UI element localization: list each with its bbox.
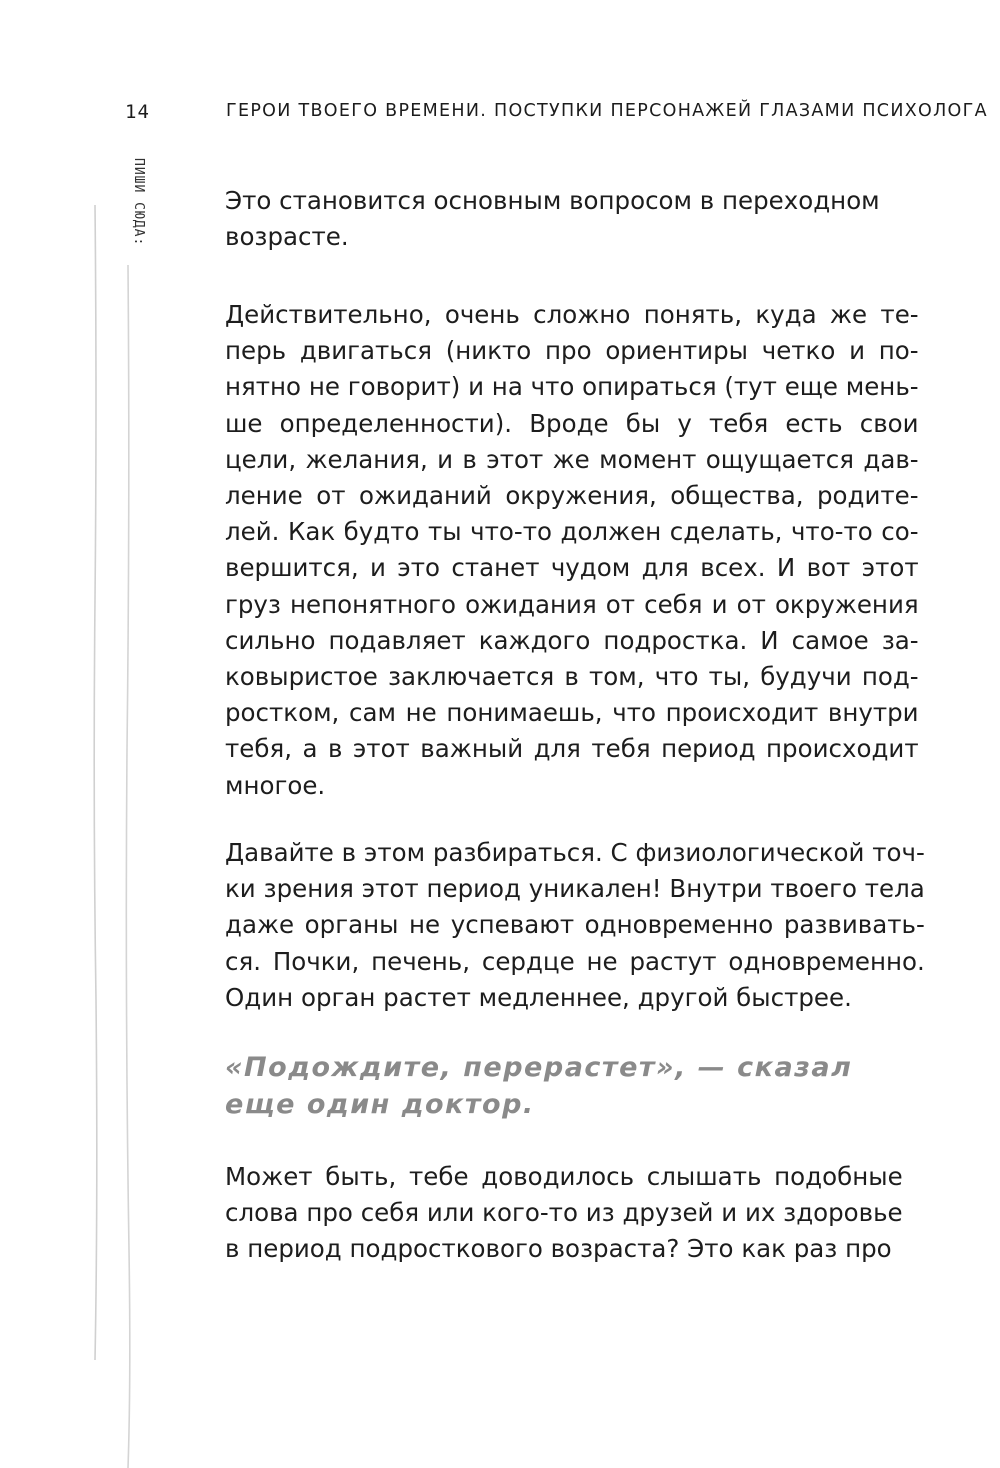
text-line: в период подросткового возраста? Это как раз про	[225, 1234, 892, 1264]
text-line: перь двигаться (никто про ориентиры четко и по-	[225, 336, 919, 366]
text-line: тебя, а в этот важный для тебя период происходит	[225, 734, 919, 764]
running-head: ГЕРОИ ТВОЕГО ВРЕМЕНИ. ПОСТУПКИ ПЕРСОНАЖЕЙ ГЛАЗАМИ ПСИХОЛОГА	[226, 101, 988, 121]
text-line: слова про себя или кого-то из друзей и их здоровье	[225, 1198, 903, 1228]
text-line: вершится, и это станет чудом для всех. И вот этот	[225, 553, 919, 583]
text-line: «Подождите, перерастет», — сказал	[225, 1052, 853, 1083]
text-line: ковыристое заключается в том, что ты, будучи под-	[225, 662, 919, 692]
text-line: многое.	[225, 770, 326, 800]
text-line: ше определенности). Вроде бы у тебя есть свои	[225, 408, 919, 438]
text-line: цели, желания, и в этот же момент ощущается дав-	[225, 444, 919, 474]
text-line: лей. Как будто ты что-то должен сделать, что-то со-	[225, 517, 919, 547]
text-line: Давайте в этом разбираться. С физиологической точ-	[225, 838, 925, 867]
paragraph-4	[225, 1159, 903, 1268]
text-line: возрасте.	[225, 222, 349, 252]
text-line: ростком, сам не понимаешь, что происходит внутри	[225, 698, 919, 728]
pull-quote	[225, 1049, 852, 1123]
text-line: нятно не говорит) и на что опираться (тут еще мень-	[225, 372, 919, 402]
text-line: ки зрения этот период уникален! Внутри твоего тела	[225, 874, 925, 904]
text-line: ся. Почки, печень, сердце не растут одновременно.	[225, 946, 925, 976]
text-line: Действительно, очень сложно понять, куда же те-	[225, 300, 919, 329]
paragraph-2	[225, 297, 919, 804]
text-line: Может быть, тебе доводилось слышать подобные	[225, 1162, 903, 1191]
text-line: даже органы не успевают одновременно развивать-	[225, 910, 925, 940]
paragraph-1	[225, 183, 880, 255]
text-line: груз непонятного ожидания от себя и от окружения	[225, 589, 919, 619]
text-line: ление от ожиданий окружения, общества, родите-	[225, 481, 919, 511]
text-line: Это становится основным вопросом в переходном	[225, 186, 880, 215]
paragraph-3	[225, 835, 925, 1016]
text-line: сильно подавляет каждого подростка. И самое за-	[225, 625, 919, 655]
text-line: Один орган растет медленнее, другой быстрее.	[225, 982, 852, 1012]
write-here-label: ПИШИ СЮДА:	[131, 158, 146, 247]
margin-pencil-line	[0, 0, 140, 1468]
text-line: еще один доктор.	[225, 1089, 535, 1120]
page-number: 14	[125, 101, 150, 123]
